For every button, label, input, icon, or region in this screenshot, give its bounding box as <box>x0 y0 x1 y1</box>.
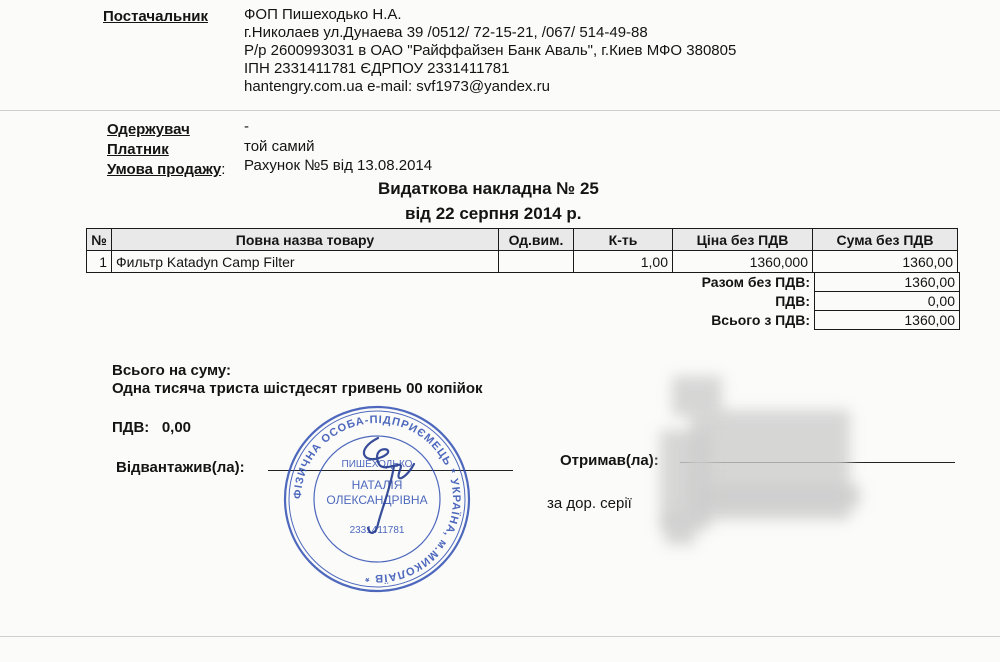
stamp-line2: НАТАЛІЯ <box>351 478 403 492</box>
paper-edge-top <box>0 110 1000 111</box>
terms-label-group <box>107 161 225 179</box>
stamp-line1: ПИШЕХОДЬКО <box>341 459 413 470</box>
company-stamp <box>282 404 472 594</box>
totals-net-label: Разом без ПДВ: <box>701 274 810 290</box>
supplier-bank: Р/р 2600993031 в ОАО "Райффайзен Банк Аваль", г.Киев МФО 380805 <box>244 42 737 59</box>
row-price: 1360,000 <box>673 251 813 273</box>
row-sum: 1360,00 <box>813 251 958 273</box>
col-header-name: Повна назва товару <box>112 229 499 251</box>
items-table <box>86 228 958 273</box>
summary-total-label: Всього на суму: <box>112 362 232 379</box>
supplier-name: ФОП Пишеходько Н.А. <box>244 6 402 23</box>
totals-net-value: 1360,00 <box>815 273 960 292</box>
shipped-label: Відвантажив(ла): <box>116 459 245 476</box>
summary-vat-value: 0,00 <box>161 419 192 436</box>
stamp-line3: ОЛЕКСАНДРІВНА <box>326 493 428 507</box>
totals-gross-label: Всього з ПДВ: <box>711 312 810 328</box>
totals-vat-value: 0,00 <box>815 292 960 311</box>
summary-total-words: Одна тисяча триста шістдесят гривень 00 копійок <box>112 380 483 397</box>
row-name: Фильтр Katadyn Camp Filter <box>112 251 499 273</box>
supplier-label: Постачальник <box>103 8 208 25</box>
paper-edge-bottom <box>0 636 1000 637</box>
summary-vat <box>112 419 191 436</box>
col-header-num: № <box>87 229 112 251</box>
redacted-area <box>700 485 860 507</box>
supplier-address: г.Николаев ул.Дунаева 39 /0512/ 72-15-21, /067/ 514-49-88 <box>244 24 648 41</box>
document-title: Видаткова накладна № 25 <box>378 179 599 198</box>
supplier-ids: ІПН 2331411781 ЄДРПОУ 2331411781 <box>244 60 510 77</box>
totals-vat-label: ПДВ: <box>775 293 810 309</box>
totals-table <box>640 272 960 330</box>
stamp-ring-text: ФІЗИЧНА ОСОБА-ПІДПРИЄМЕЦЬ * УКРАЇНА, м.МИКОЛАЇВ * <box>291 413 463 585</box>
received-label: Отримав(ла): <box>560 452 659 469</box>
totals-row-gross <box>640 311 960 330</box>
terms-value: Рахунок №5 від 13.08.2014 <box>244 157 433 174</box>
row-unit <box>499 251 574 273</box>
stamp-code: 2331411781 <box>349 525 405 536</box>
col-header-price: Ціна без ПДВ <box>673 229 813 251</box>
col-header-sum: Сума без ПДВ <box>813 229 958 251</box>
col-header-unit: Од.вим. <box>499 229 574 251</box>
summary-vat-label: ПДВ: <box>112 419 150 436</box>
totals-row-vat <box>640 292 960 311</box>
row-num: 1 <box>87 251 112 273</box>
totals-gross-value: 1360,00 <box>815 311 960 330</box>
supplier-contacts: hantengry.com.ua e-mail: svf1973@yandex.ru <box>244 78 550 95</box>
terms-label: Умова продажу <box>107 161 222 178</box>
payer-value: той самий <box>244 138 315 155</box>
table-row <box>87 251 958 273</box>
row-qty: 1,00 <box>574 251 673 273</box>
recipient-label: Одержувач <box>107 121 190 138</box>
payer-label: Платник <box>107 141 169 158</box>
recipient-value: - <box>244 118 249 135</box>
totals-row-net <box>640 273 960 292</box>
redacted-area <box>665 515 695 545</box>
document-date: від 22 серпня 2014 р. <box>405 204 582 223</box>
items-table-header <box>87 229 958 251</box>
col-header-qty: К-ть <box>574 229 673 251</box>
terms-colon: : <box>221 161 226 178</box>
passport-label: за дор. серії <box>547 495 632 512</box>
